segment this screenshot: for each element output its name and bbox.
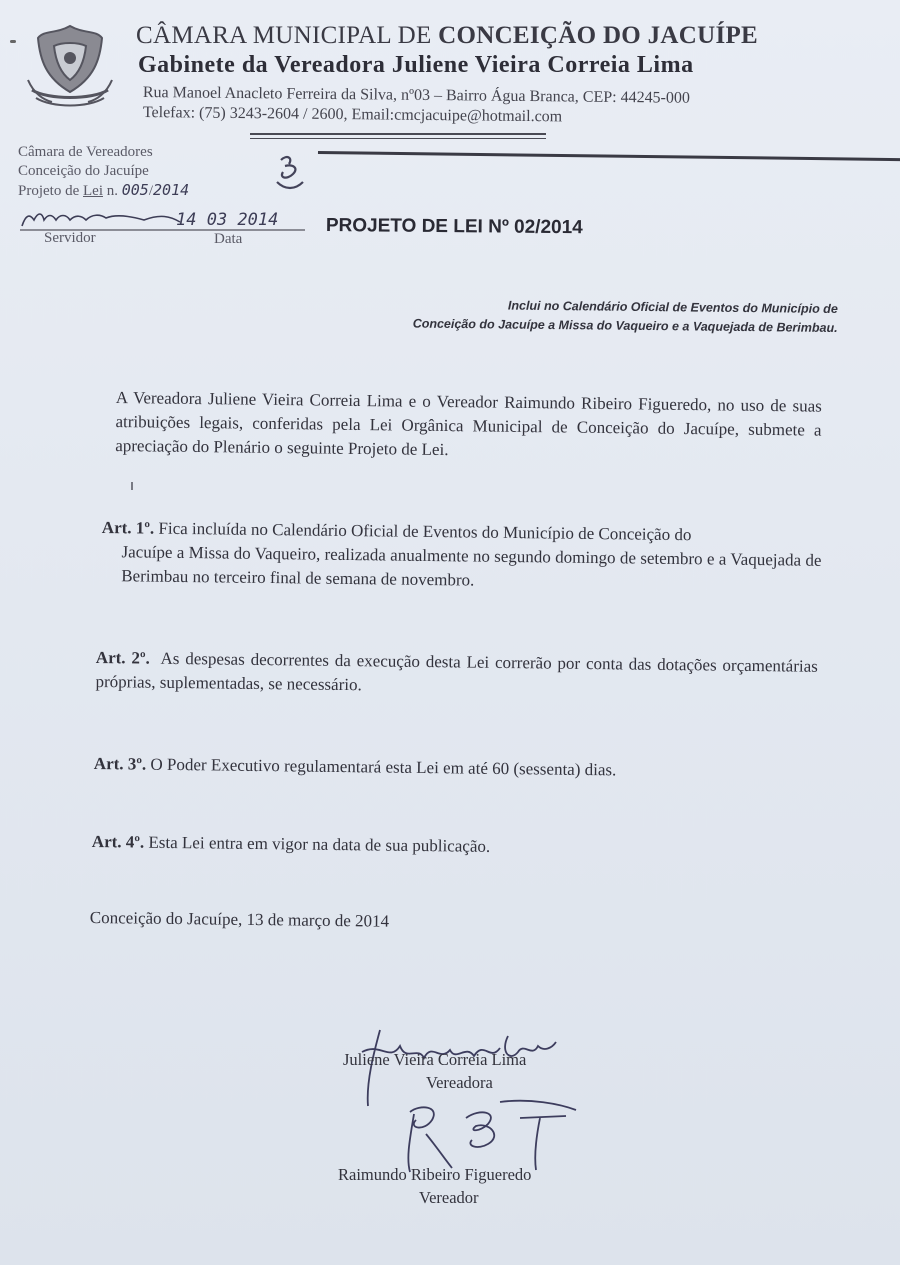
- header-rule-thin: [250, 138, 546, 139]
- document-title: PROJETO DE LEI Nº 02/2014: [325, 215, 583, 239]
- chamber-name-city: CONCEIÇÃO DO JACUÍPE: [438, 22, 759, 49]
- chamber-name-prefix: CÂMARA MUNICIPAL DE: [136, 22, 432, 49]
- article-1-text: Fica incluída no Calendário Oficial de Eventos do Município de Conceição do: [158, 518, 692, 545]
- article-4: [92, 830, 491, 859]
- stamp-lei-label: Lei: [83, 183, 103, 199]
- article-1-label: Art. 1º.: [101, 517, 155, 538]
- signatory-1-role: Vereadora: [426, 1073, 493, 1092]
- stamp-line-3: Projeto de Lei n. 005/2014: [18, 181, 190, 199]
- article-2-text: As despesas decorrentes da execução desta Lei correrão por conta das dotações orçamentárias próprias, suplementadas, se necessário.: [95, 648, 818, 695]
- signatory-1-name: Juliene Vieira Correia Lima: [343, 1050, 527, 1069]
- article-2-label: Art. 2º.: [95, 647, 150, 668]
- article-1: [101, 516, 822, 597]
- stamp-projeto-label: Projeto de: [18, 183, 80, 199]
- header-long-rule: [318, 151, 900, 161]
- ementa: [413, 296, 838, 338]
- article-3-text: O Poder Executivo regulamentará esta Lei em até 60 (sessenta) dias.: [150, 754, 617, 780]
- stamp-data-label: Data: [214, 231, 243, 247]
- article-4-text: Esta Lei entra em vigor na data de sua publicação.: [148, 832, 491, 856]
- stamp-date-value: 14 03 2014: [176, 210, 279, 230]
- article-1-continuation: Jacuípe a Missa do Vaqueiro, realizada anualmente no segundo domingo de setembro e a Vaquejada de Berimbau no terceiro final de semana de novembro.: [121, 542, 822, 590]
- stamp-project-number: 005: [121, 181, 149, 199]
- header-rule: [250, 133, 546, 135]
- office-name: Gabinete da Vereadora Juliene Vieira Correia Lima: [138, 52, 694, 78]
- stamp-n-label: n.: [106, 183, 118, 199]
- protocol-stamp: [18, 143, 189, 201]
- ementa-line-1: Inclui no Calendário Oficial de Eventos do Município de: [507, 298, 838, 316]
- stamp-servidor-label: Servidor: [44, 230, 96, 246]
- article-2: [95, 646, 818, 703]
- preamble-paragraph: A Vereadora Juliene Vieira Correia Lima e o Vereador Raimundo Ribeiro Figueredo, no uso de suas atribuições legais, conferidas pela Lei Orgânica Municipal de Conceição do Jacuípe, submete a apreciação do Plenário o seguinte Projeto de Lei.: [115, 387, 822, 460]
- signatory-2-name: Raimundo Ribeiro Figueredo: [338, 1165, 532, 1184]
- address: Rua Manoel Anacleto Ferreira da Silva, nº03 – Bairro Água Branca, CEP: 44245-000: [142, 84, 691, 107]
- ementa-line-2: Conceição do Jacuípe a Missa do Vaqueiro e a Vaquejada de Berimbau.: [412, 316, 838, 335]
- stamp-line-2: Conceição do Jacuípe: [18, 163, 149, 179]
- stray-mark: [130, 482, 134, 490]
- stamp-project-year: 2014: [153, 181, 190, 199]
- scan-speck: [10, 40, 16, 43]
- chamber-name: [136, 22, 758, 50]
- contact-info: Telefax: (75) 3243-2604 / 2600, Email:cmcjacuipe@hotmail.com: [142, 104, 563, 126]
- rubric-mark-icon: [273, 152, 307, 194]
- signatory-2-role: Vereador: [419, 1188, 479, 1207]
- article-3-label: Art. 3º.: [93, 753, 147, 774]
- coat-of-arms-icon: [24, 20, 116, 116]
- place-and-date: Conceição do Jacuípe, 13 de março de 2014: [89, 907, 390, 931]
- article-4-label: Art. 4º.: [91, 831, 145, 852]
- article-3: [94, 752, 617, 782]
- stamp-line-1: Câmara de Vereadores: [18, 144, 153, 160]
